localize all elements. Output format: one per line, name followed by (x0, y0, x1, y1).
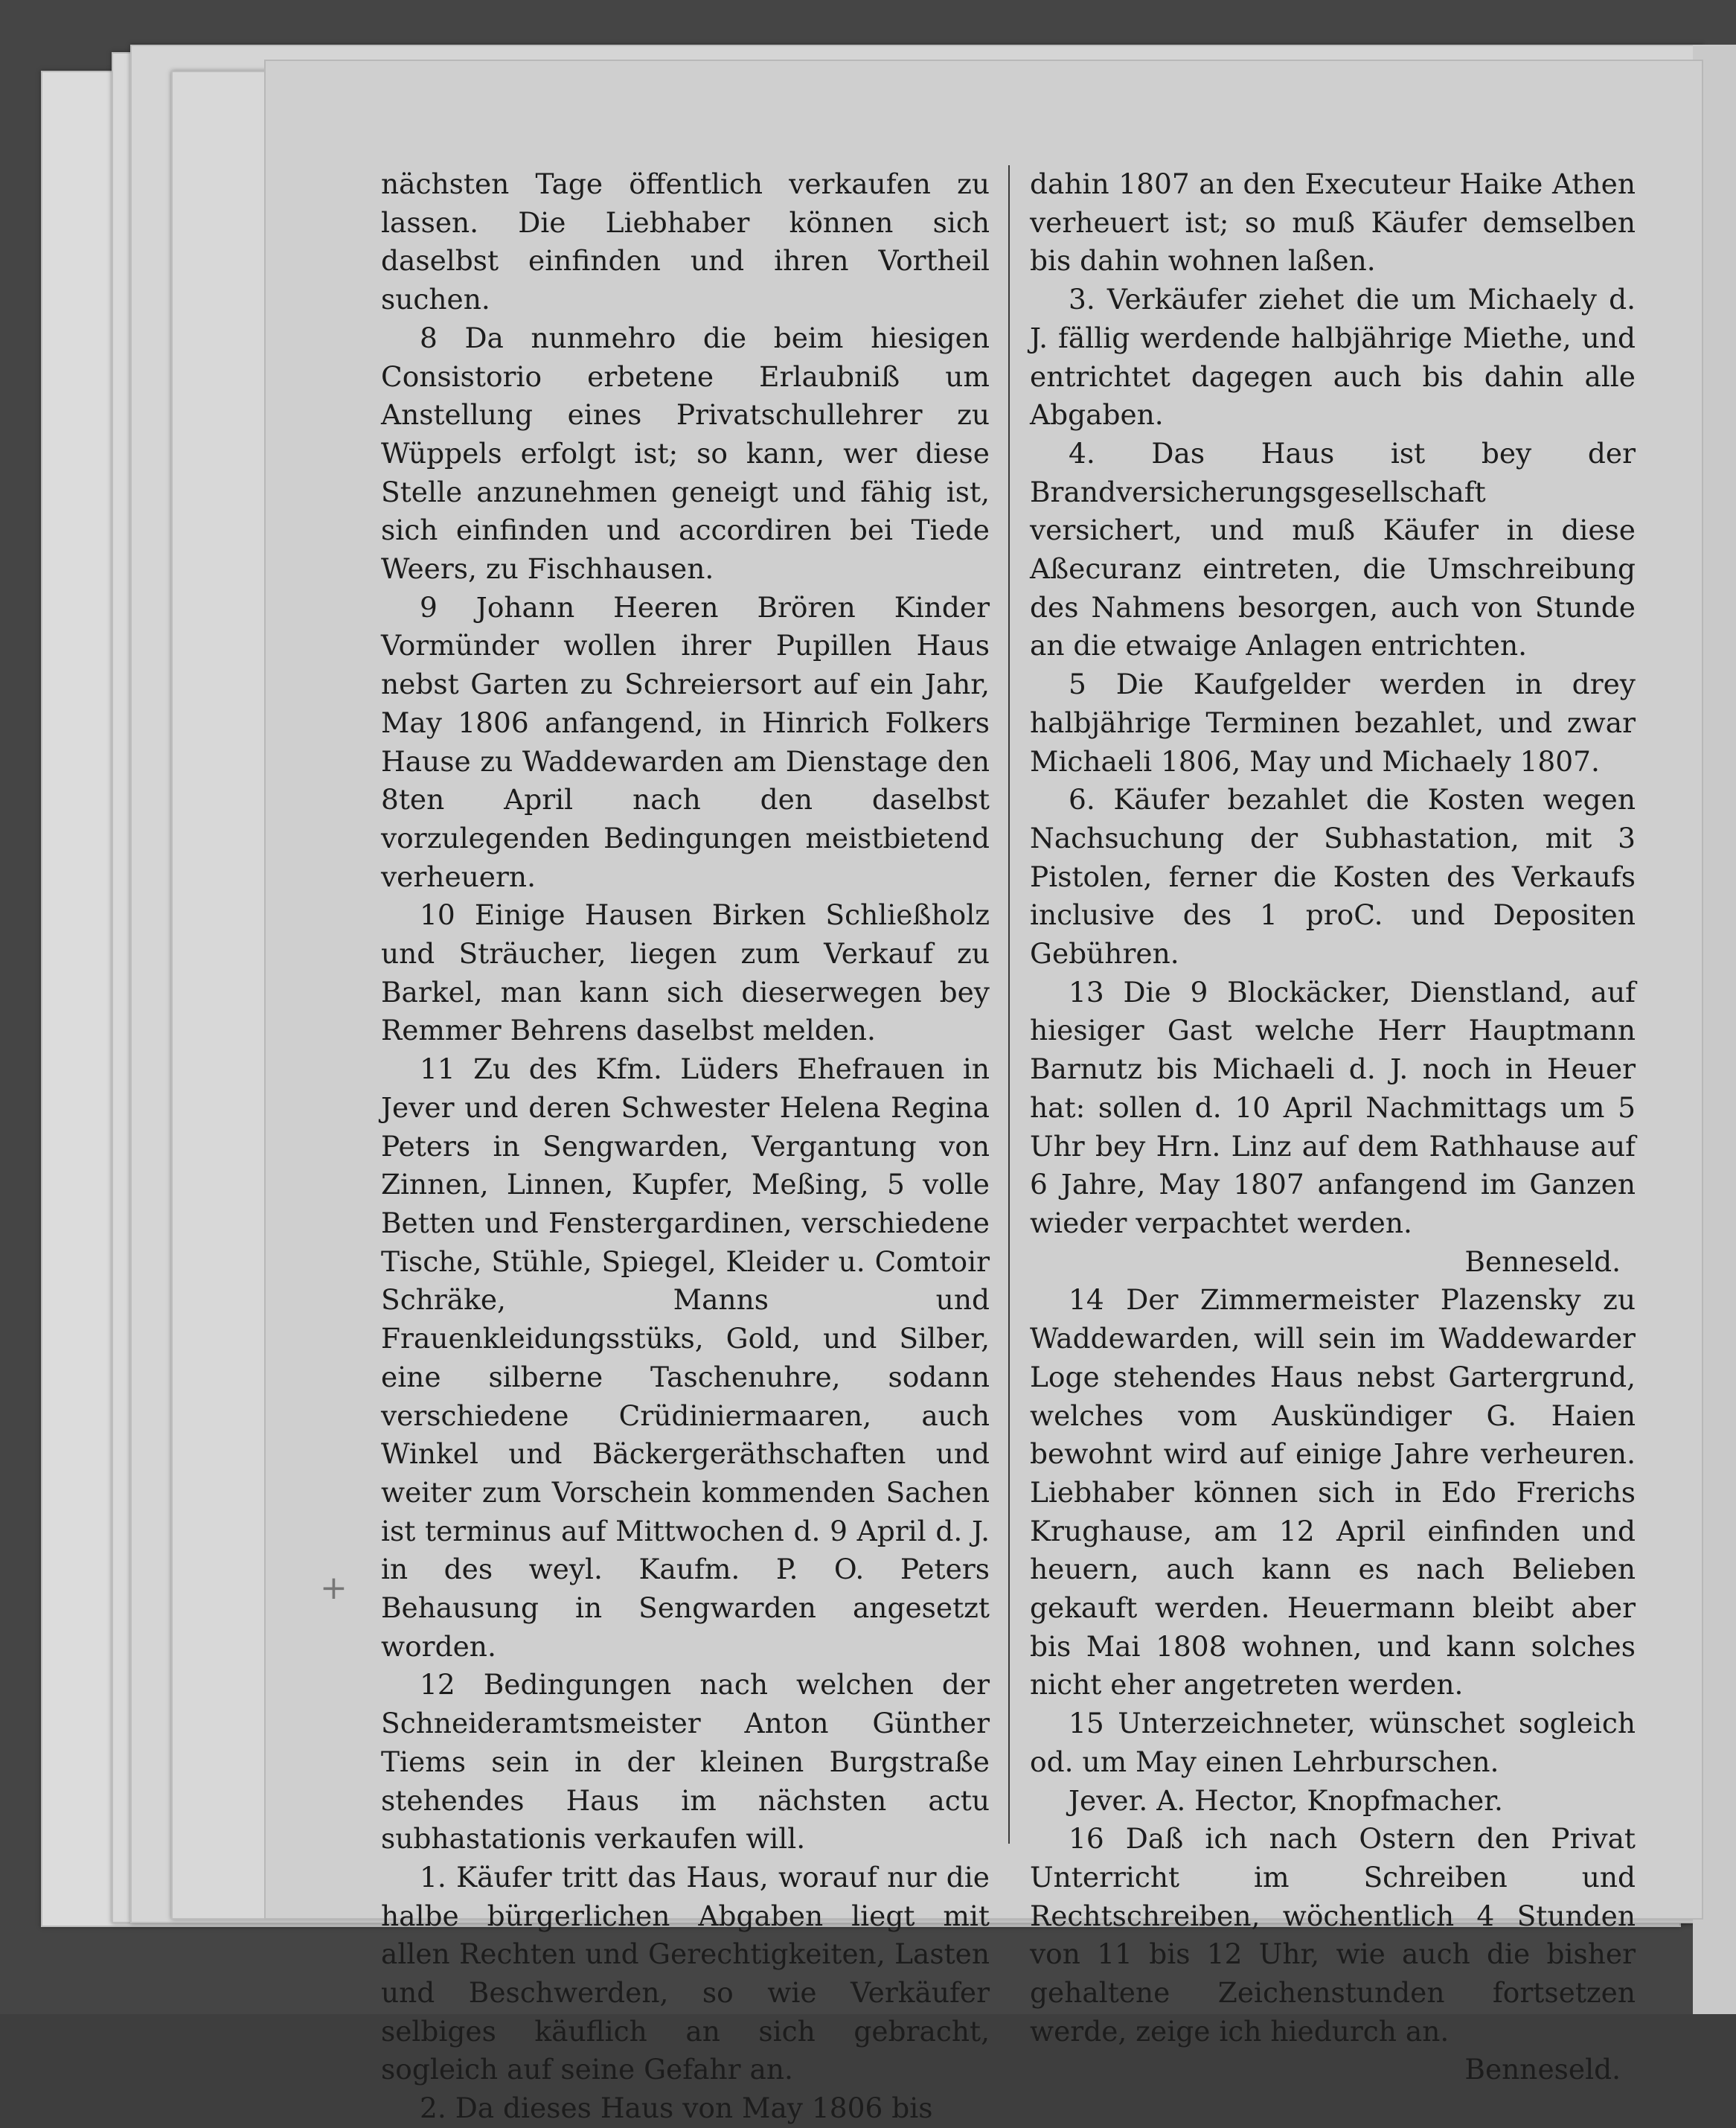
right-paragraph-2: 3. Verkäufer ziehet die um Michaely d. J. fällig werdende halbjährige Miethe, und entrichtet dagegen auch bis dahin alle Abgaben. (1030, 283, 1636, 432)
left-text-column (381, 165, 990, 2128)
column-divider (1008, 165, 1010, 1844)
right-signature-hector: Jever. A. Hector, Knopfmacher. (1069, 1783, 1503, 1817)
right-paragraph-3: 4. Das Haus ist bey der Brandversicherungsgesellschaft versichert, und muß Käufer in diese Aßecuranz eintreten, die Umschreibung des Nahmens besorgen, auch von Stunde an die etwaige Anlagen entrichten. (1030, 436, 1636, 662)
left-paragraph-3: 9 Johann Heeren Brören Kinder Vormünder wollen ihrer Pupillen Haus nebst Garten zu Schreiersort auf ein Jahr, May 1806 anfangend, in Hinrich Folkers Hause zu Waddewarden am Dienstage den 8ten April nach den daselbst vorzulegenden Bedingungen meistbietend verheuern. (381, 590, 990, 893)
signature-benneseld-1: Benneseld. (1464, 1244, 1621, 1278)
signature-benneseld-2: Benneseld. (1464, 2053, 1621, 2086)
right-paragraph-6: 13 Die 9 Blockäcker, Dienstland, auf hiesiger Gast welche Herr Hauptmann Barnutz bis Michaeli d. J. noch in Heuer hat: sollen d. 10 April Nachmittags um 5 Uhr bey Hrn. Linz auf dem Rathhause auf 6 Jahre, May 1807 anfangend im Ganzen wieder verpachtet werden. (1030, 975, 1636, 1239)
left-paragraph-5: 11 Zu des Kfm. Lüders Ehefrauen in Jever und deren Schwester Helena Regina Peters in Sengwarden, Vergantung von Zinnen, Linnen, Kupfer, Meßing, 5 volle Betten und Fenstergardinen, verschiedene Tische, Stühle, Spiegel, Kleider u. Comtoir Schräke, Manns und Frauenkleidungsstüks, Gold, und Silber, eine silberne Taschenuhre, sodann verschiedene Crüdiniermaaren, auch Winkel und Bäckergeräthschaften und weiter zum Vorschein kommenden Sachen ist terminus auf Mittwochen d. 9 April d. J. in des weyl. Kaufm. P. O. Peters Behausung in Sengwarden angesetzt worden. (381, 1052, 990, 1663)
margin-cross-mark: + (320, 1569, 347, 1607)
right-paragraph-4: 5 Die Kaufgelder werden in drey halbjährige Terminen bezahlet, und zwar Michaeli 1806, May und Michaely 1807. (1030, 668, 1636, 778)
left-paragraph-4: 10 Einige Hausen Birken Schließholz und Sträucher, liegen zum Verkauf zu Barkel, man kann sich dieserwegen bey Remmer Behrens daselbst melden. (381, 898, 990, 1047)
right-paragraph-9: 16 Daß ich nach Ostern den Privat Unterricht im Schreiben und Rechtschreiben, wöchentlich 4 Stunden von 11 bis 12 Uhr, wie auch die bisher gehaltene Zeichenstunden fortsetzen werde, zeige ich hiedurch an. (1030, 1822, 1636, 2048)
left-paragraph-6: 12 Bedingungen nach welchen der Schneideramtsmeister Anton Günther Tiems sein in der kleinen Burgstraße stehendes Haus im nächsten actu subhastationis verkaufen will. (381, 1668, 990, 1856)
right-paragraph-5: 6. Käufer bezahlet die Kosten wegen Nachsuchung der Subhastation, mit 3 Pistolen, ferner die Kosten des Verkaufs inclusive des 1 proC. und Depositen Gebühren. (1030, 783, 1636, 971)
left-paragraph-1: nächsten Tage öffentlich verkaufen zu lassen. Die Liebhaber können sich daselbst einfinden und ihren Vortheil suchen. (381, 167, 990, 316)
left-paragraph-7: 1. Käufer tritt das Haus, worauf nur die halbe bürgerlichen Abgaben liegt mit allen Rechten und Gerechtigkeiten, Lasten und Beschwerden, so wie Verkäufer selbiges käuflich an sich gebracht, sogleich auf seine Gefahr an. (381, 1860, 990, 2086)
left-paragraph-2: 8 Da nunmehro die beim hiesigen Consistorio erbetene Erlaubniß um Anstellung eines Privatschullehrer zu Wüppels erfolgt ist; so kann, wer diese Stelle anzunehmen geneigt und fähig ist, sich einfinden und accordiren bei Tiede Weers, zu Fischhausen. (381, 321, 990, 586)
right-text-column (1030, 165, 1636, 2089)
right-paragraph-8: 15 Unterzeichneter, wünschet sogleich od. um May einen Lehrburschen. (1030, 1707, 1636, 1778)
right-paragraph-1: dahin 1807 an den Executeur Haike Athen verheuert ist; so muß Käufer demselben bis dahin wohnen laßen. (1030, 167, 1636, 278)
right-paragraph-7: 14 Der Zimmermeister Plazensky zu Waddewarden, will sein im Waddewarder Loge stehendes Haus nebst Gartergrund, welches vom Auskündiger G. Haien bewohnt wird auf einige Jahre verheuren. Liebhaber können sich in Edo Frerichs Krughause, am 12 April einfinden und heuern, auch kann es nach Belieben gekauft werden. Heuermann bleibt aber bis Mai 1808 wohnen, und kann solches nicht eher angetreten werden. (1030, 1283, 1636, 1702)
left-paragraph-8: 2. Da dieses Haus von May 1806 bis (420, 2092, 933, 2125)
